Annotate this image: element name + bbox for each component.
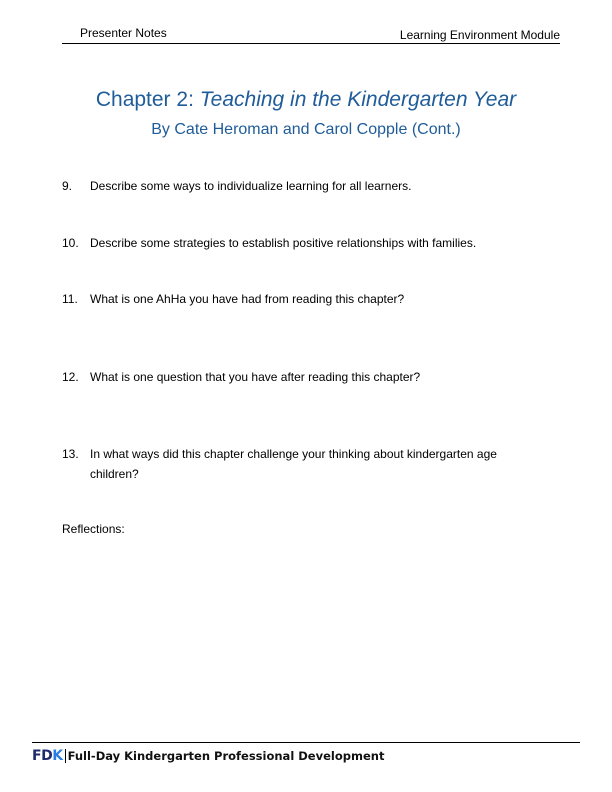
question-number: 12. bbox=[62, 370, 79, 384]
header-right-label: Learning Environment Module bbox=[399, 28, 560, 42]
question-number: 11. bbox=[62, 292, 78, 306]
question-number: 9. bbox=[62, 179, 73, 193]
fdk-logo bbox=[32, 748, 63, 764]
question-text: Describe some ways to individualize learning for all learners. bbox=[90, 179, 412, 193]
chapter-title bbox=[0, 88, 612, 112]
logo-letter-f: F bbox=[32, 748, 42, 764]
chapter-subtitle: By Cate Heroman and Carol Copple (Cont.) bbox=[151, 121, 461, 138]
question-item bbox=[62, 233, 542, 253]
footer bbox=[32, 746, 384, 766]
chapter-title-italic: Teaching in the Kindergarten Year bbox=[199, 88, 517, 111]
question-item bbox=[62, 444, 542, 484]
header-left-label: Presenter Notes bbox=[80, 26, 167, 40]
logo-letter-d: D bbox=[41, 748, 53, 764]
question-item bbox=[62, 289, 542, 309]
question-text: Describe some strategies to establish positive relationships with families. bbox=[90, 236, 477, 250]
chapter-title-prefix: Chapter 2: bbox=[95, 88, 200, 111]
footer-program-name: Full-Day Kindergarten Professional Development bbox=[67, 749, 385, 763]
header-divider bbox=[62, 43, 560, 44]
question-number: 10. bbox=[62, 236, 79, 250]
question-text: What is one AhHa you have had from reading this chapter? bbox=[90, 292, 405, 306]
logo-letter-k: K bbox=[52, 748, 63, 764]
logo-separator bbox=[65, 749, 66, 763]
reflections-label: Reflections: bbox=[62, 522, 125, 536]
question-text: In what ways did this chapter challenge your thinking about kindergarten age children? bbox=[90, 447, 497, 481]
question-text: What is one question that you have after reading this chapter? bbox=[90, 370, 421, 384]
footer-divider bbox=[32, 742, 580, 743]
question-item bbox=[62, 367, 542, 387]
question-item bbox=[62, 176, 542, 196]
question-number: 13. bbox=[62, 447, 79, 461]
